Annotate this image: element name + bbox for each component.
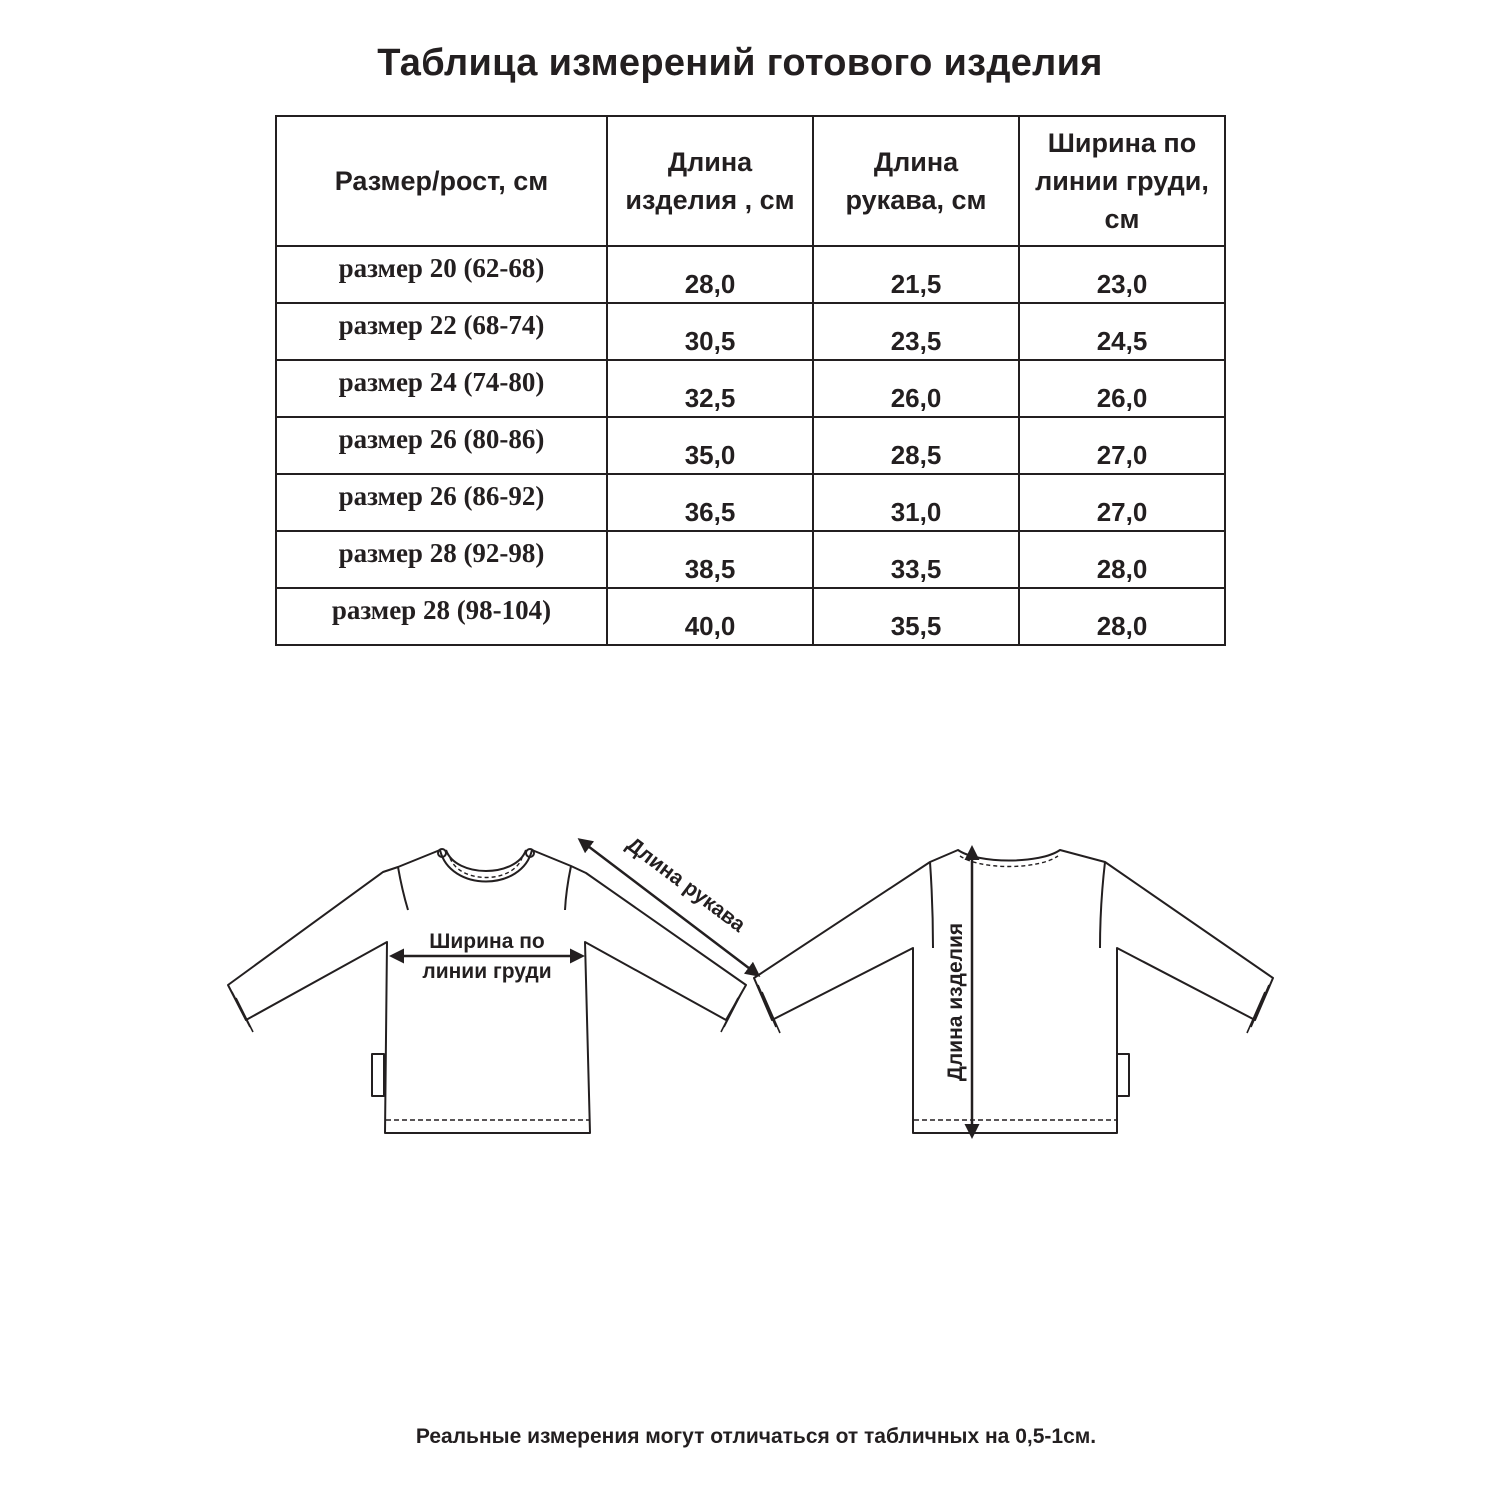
sleeve-cell: 31,0 (813, 474, 1019, 531)
page-title: Таблица измерений готового изделия (377, 42, 1103, 84)
chest-width-label-line1: Ширина по (429, 930, 545, 953)
sleeve-cell: 33,5 (813, 531, 1019, 588)
sleeve-cell: 28,5 (813, 417, 1019, 474)
header-line: Ширина по (1047, 128, 1197, 158)
header-line: см (1104, 204, 1140, 234)
sleeve-length-label: Длина рукава (622, 832, 750, 937)
chest-cell: 24,5 (1019, 303, 1225, 360)
sleeve-cell: 35,5 (813, 588, 1019, 645)
chest-cell: 28,0 (1019, 588, 1225, 645)
chest-width-label-line2: линии груди (422, 960, 552, 983)
chest-cell: 28,0 (1019, 531, 1225, 588)
header-line: Длина (667, 147, 753, 177)
length-cell: 40,0 (607, 588, 813, 645)
length-cell: 36,5 (607, 474, 813, 531)
sleeve-cell: 26,0 (813, 360, 1019, 417)
chest-cell: 23,0 (1019, 246, 1225, 303)
chest-cell: 27,0 (1019, 474, 1225, 531)
measurement-footnote: Реальные измерения могут отличаться от табличных на 0,5-1см. (415, 1425, 1097, 1448)
size-cell: размер 26 (86-92) (276, 474, 607, 531)
header-line: изделия , см (625, 185, 795, 215)
size-cell: размер 24 (74-80) (276, 360, 607, 417)
product-length-label: Длина изделия (944, 922, 967, 1082)
back-shirt-drawing (754, 850, 1273, 1133)
header-line: Длина (873, 147, 959, 177)
size-cell: размер 28 (98-104) (276, 588, 607, 645)
chest-cell: 26,0 (1019, 360, 1225, 417)
length-cell: 28,0 (607, 246, 813, 303)
size-cell: размер 26 (80-86) (276, 417, 607, 474)
chest-cell: 27,0 (1019, 417, 1225, 474)
size-cell: размер 20 (62-68) (276, 246, 607, 303)
header-line: рукава, см (845, 185, 987, 215)
header-line: линии груди, (1035, 166, 1209, 196)
sleeve-cell: 21,5 (813, 246, 1019, 303)
sleeve-cell: 23,5 (813, 303, 1019, 360)
front-shirt-drawing (228, 849, 746, 1133)
header-line: Размер/рост, см (334, 166, 549, 196)
length-cell: 30,5 (607, 303, 813, 360)
size-cell: размер 28 (92-98) (276, 531, 607, 588)
size-cell: размер 22 (68-74) (276, 303, 607, 360)
length-cell: 38,5 (607, 531, 813, 588)
length-cell: 32,5 (607, 360, 813, 417)
length-cell: 35,0 (607, 417, 813, 474)
